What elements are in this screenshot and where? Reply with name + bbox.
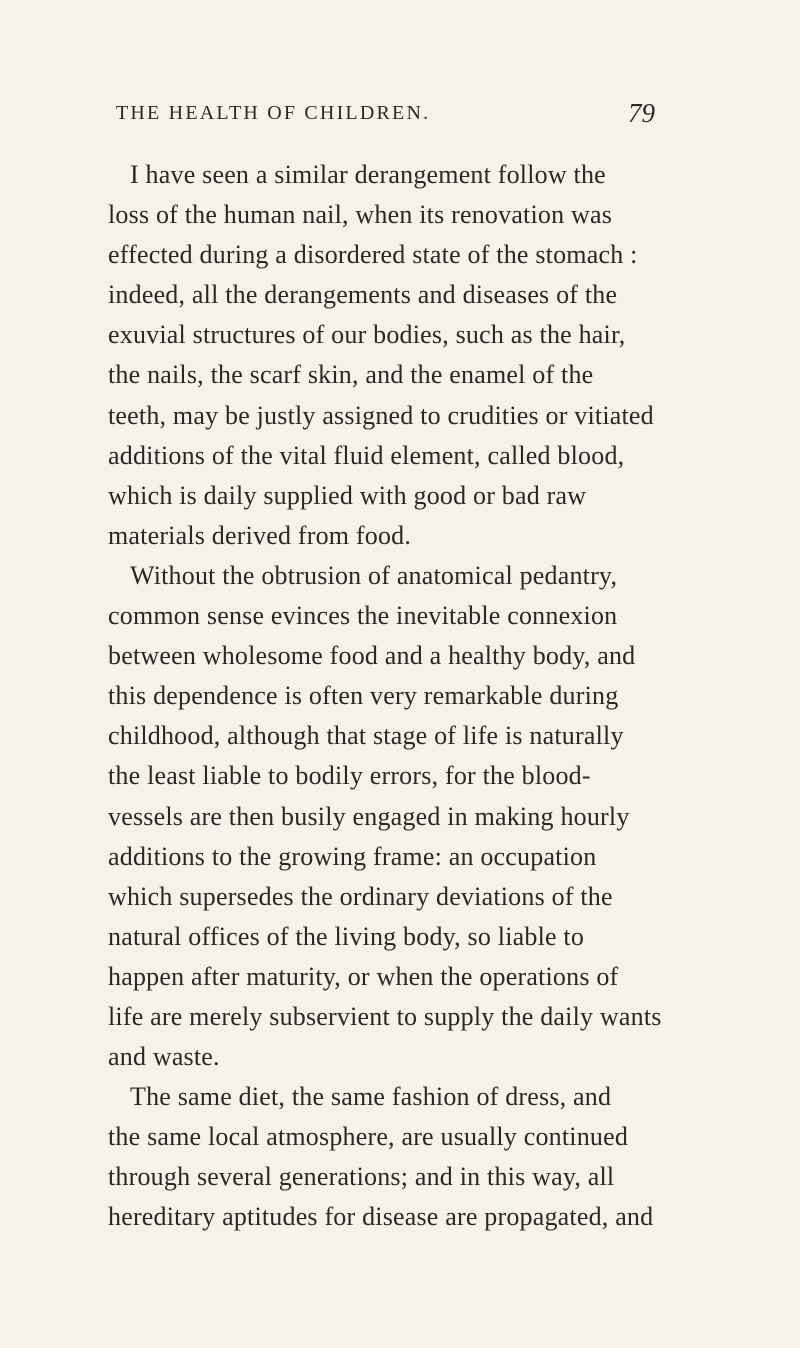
text-line: through several generations; and in this way, all [108,1162,615,1192]
text-line: Without the obtrusion of anatomical pedantry, [130,560,618,590]
text-line: between wholesome food and a healthy body, and [108,641,636,671]
text-line: life are merely subservient to supply the daily wants [108,1001,662,1031]
text-line: natural offices of the living body, so liable to [108,921,585,951]
text-line: I have seen a similar derangement follow the [130,160,606,189]
text-line: the least liable to bodily errors, for the blood- [108,761,591,791]
text-line: exuvial structures of our bodies, such as the hair, [108,320,626,350]
text-line: The same diet, the same fashion of dress, and [130,1082,612,1112]
text-line: effected during a disordered state of the stomach : [108,240,638,270]
page-header [116,98,656,138]
text-line: childhood, although that stage of life is naturally [108,721,624,751]
text-line: hereditary aptitudes for disease are propagated, and [108,1202,654,1232]
page-number: 79 [628,98,655,128]
text-line: and waste. [108,1042,220,1072]
text-line: which is daily supplied with good or bad raw [108,480,587,510]
body-text [108,155,668,1238]
text-line: the nails, the scarf skin, and the enamel of the [108,360,594,390]
text-line: materials derived from food. [108,520,412,550]
text-line: this dependence is often very remarkable during [108,681,619,711]
text-line: common sense evinces the inevitable connexion [108,601,618,631]
text-line: additions of the vital fluid element, called blood, [108,440,625,470]
text-line: indeed, all the derangements and diseases of the [108,280,618,310]
text-line: which supersedes the ordinary deviations of the [108,881,613,911]
text-line: teeth, may be justly assigned to crudities or vitiated [108,400,654,430]
text-line: the same local atmosphere, are usually continued [108,1122,629,1152]
text-line: happen after maturity, or when the operations of [108,961,619,991]
text-line: additions to the growing frame: an occupation [108,841,597,871]
text-line: vessels are then busily engaged in making hourly [108,801,630,831]
text-line: loss of the human nail, when its renovation was [108,200,613,230]
running-title: THE HEALTH OF CHILDREN. [116,102,431,124]
